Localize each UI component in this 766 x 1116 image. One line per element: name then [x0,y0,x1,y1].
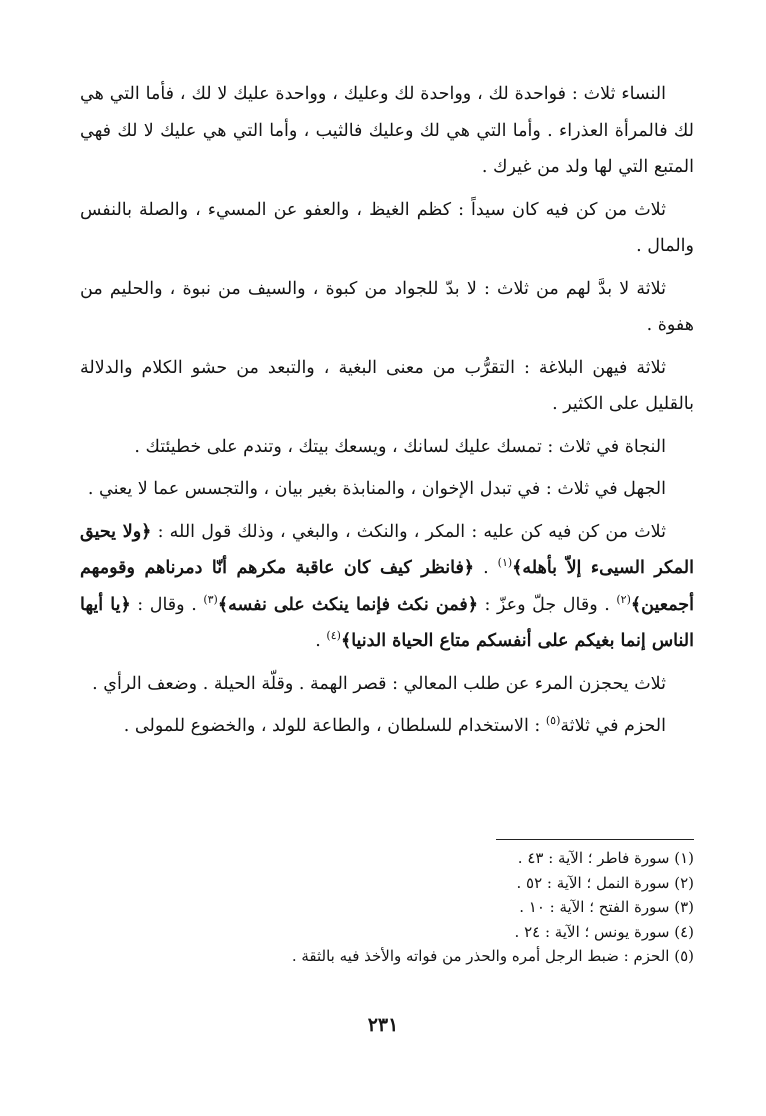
text-segment: ثلاث من كن فيه كن عليه : المكر ، والنكث ، والبغي ، وذلك قول الله : [151,521,666,542]
text-segment: ثلاث من كن فيه كان سيداً : كظم الغيظ ، والعفو عن المسيء ، والصلة بالنفس والمال . [80,199,694,256]
footnote-ref: (٢) [616,592,631,606]
quran-verse: ﴿ولا يحيق المكر السيىء إلاّ بأهله﴾ [80,521,694,578]
text-segment: الجهل في ثلاث : في تبدل الإخوان ، والمنابذة بغير بيان ، والتجسس عما لا يعني . [87,479,666,499]
quran-verse: ﴿فمن نكث فإنما ينكث على نفسه﴾ [217,594,478,615]
main-text [80,76,694,751]
footnote-separator [496,839,694,840]
text-segment: . وقال : [130,594,204,615]
paragraph [80,271,694,344]
paragraph [80,350,694,423]
paragraph [80,429,694,466]
footnote: (٥) الحزم : ضبط الرجل أمره والحذر من فواته والأخذ فيه بالثقة . [291,947,694,965]
text-segment: ثلاثة لا بدَّ لهم من ثلاث : لا بدّ للجواد من كبوة ، والسيف من نبوة ، والحليم من هفوة . [80,278,694,335]
text-segment: الحزم في ثلاثة [560,716,666,736]
footnotes [200,846,694,969]
paragraph [80,708,694,745]
footnote: (١) سورة فاطر ؛ الآية : ٤٣ . [517,849,694,867]
paragraph [80,666,694,703]
text-segment: النساء ثلاث : فواحدة لك ، وواحدة لك وعليك ، وواحدة عليك لا لك ، فأما التي هي لك فالمرأة العذراء . وأما التي هي لك وعليك فالثيب ، وأما التي هي عليك لا لك فهي المتبع التي لها ولد من غيرك . [80,84,694,177]
footnote-ref: (٤) [326,629,341,643]
page-number: ٢٣١ [367,1014,399,1036]
footnote: (٣) سورة الفتح ؛ الآية : ١٠ . [519,898,694,916]
text-segment: . [474,558,498,578]
footnote-ref: (٣) [203,592,218,606]
paragraph [80,192,694,265]
footnote: (٢) سورة النمل ؛ الآية : ٥٢ . [516,873,694,892]
text-segment: . وقال جلّ وعزّ : [477,594,617,615]
text-segment: النجاة في ثلاث : تمسك عليك لسانك ، ويسعك بيتك ، وتندم على خطيئتك . [134,436,666,457]
footnote-ref: (٥) [545,714,561,728]
text-segment: ثلاث يحجزن المرء عن طلب المعالي : قصر الهمة . وقلّة الحيلة . وضعف الرأي . [92,673,666,694]
quran-verse: ﴿يا أيها الناس إنما بغيكم على أنفسكم متاع الحياة الدنيا﴾ [80,594,694,651]
footnote-ref: (١) [497,556,513,570]
paragraph [80,514,694,660]
paragraph [80,76,694,186]
text-segment: : الاستخدام للسلطان ، والطاعة للولد ، والخضوع للمولى . [123,716,546,736]
text-segment: . [315,631,327,651]
quran-verse: ﴿فانظر كيف كان عاقبة مكرهم أنّا دمرناهم وقومهم أجمعين﴾ [80,558,694,615]
footnote: (٤) سورة يونس ؛ الآية : ٢٤ . [514,922,694,941]
paragraph [80,471,694,508]
text-segment: ثلاثة فيهن البلاغة : التقرُّب من معنى البغية ، والتبعد من حشو الكلام والدلالة بالقليل على الكثير . [80,357,694,414]
